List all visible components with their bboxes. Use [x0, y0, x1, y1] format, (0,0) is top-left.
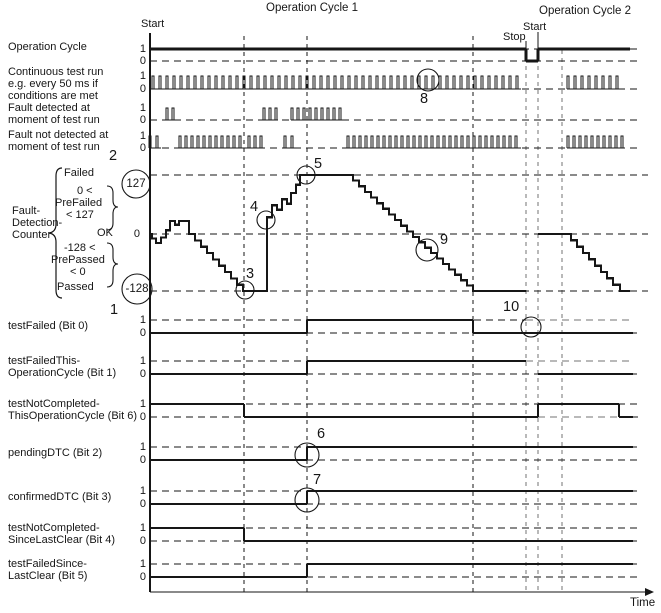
- row-label-testFailedSinceLastClear: LastClear (Bit 5): [8, 570, 88, 582]
- row-label-testFailedSinceLastClear: testFailedSince-: [8, 558, 87, 570]
- counter-state-label--127: < 127: [66, 209, 94, 221]
- annotation-number-10: 10: [503, 299, 520, 315]
- annotation-number-9: 9: [440, 232, 449, 248]
- fault-detection-counter-waveform: [150, 175, 630, 291]
- row-label-testFailedThisOperationCycle: OperationCycle (Bit 1): [8, 367, 117, 379]
- callout-circle-9: [416, 239, 438, 261]
- counter-state-label-ok: OK: [97, 227, 113, 239]
- annotation-number-2: 2: [109, 148, 118, 164]
- counter-state-label--0: < 0: [70, 266, 86, 278]
- counter-state-label-prepassed: PrePassed: [51, 254, 105, 266]
- counter-state-label-failed: Failed: [64, 167, 94, 179]
- pulse-train-fault-not-detected: [248, 136, 262, 148]
- pulse-train-fault-not-detected: [284, 136, 293, 148]
- tick-label-0-testNotCompletedThisOperationCycle: 0: [139, 411, 146, 423]
- time-axis-label: Time: [630, 597, 656, 609]
- tick-label-1-testNotCompletedSinceLastClear: 1: [139, 522, 146, 534]
- tick-label-1-operation-cycle: 1: [139, 43, 146, 55]
- row-label-pendingDTC: pendingDTC (Bit 2): [8, 447, 103, 459]
- tick-label-0-fault-detected: 0: [139, 114, 146, 126]
- pulse-train-fault-detected: [291, 108, 341, 120]
- tick-label-0-testFailedSinceLastClear: 0: [139, 571, 146, 583]
- tick-label-1-testFailed: 1: [139, 314, 146, 326]
- row-label-fault-detected: moment of test run: [8, 114, 100, 126]
- annotation-number-1: 1: [110, 302, 119, 318]
- pulse-train-fault-not-detected: [179, 136, 241, 148]
- counter-state-label--128-: -128 <: [64, 242, 96, 254]
- row-label-continuous-test-run: e.g. every 50 ms if: [8, 78, 98, 90]
- tick-label-0-confirmedDTC: 0: [139, 498, 146, 510]
- counter-state-label-passed: Passed: [57, 281, 94, 293]
- counter-group-label: Detection-: [12, 217, 63, 229]
- pulse-train-fault-not-detected: [149, 136, 158, 148]
- counter-state-label-0-: 0 <: [77, 185, 93, 197]
- tick-label-0-continuous-test-run: 0: [139, 83, 146, 95]
- pulse-train-continuous-test-run: [567, 76, 618, 89]
- row-label-confirmedDTC: confirmedDTC (Bit 3): [8, 491, 112, 503]
- tick-label-0-fault-not-detected: 0: [139, 142, 146, 154]
- tick-label-0-operation-cycle: 0: [139, 55, 146, 67]
- counter-state-label-prefailed: PreFailed: [55, 197, 103, 209]
- stop-marker: Stop: [503, 31, 526, 43]
- prepassed-range-brace: [107, 243, 118, 287]
- pulse-train-fault-not-detected: [347, 136, 517, 148]
- row-label-testNotCompletedSinceLastClear: SinceLastClear (Bit 4): [8, 534, 115, 546]
- annotation-number-8: 8: [420, 91, 429, 107]
- annotation-number-3: 3: [246, 266, 255, 282]
- counter-group-label: Fault-: [12, 205, 41, 217]
- counter-tick-0: 0: [133, 228, 140, 240]
- row-label-testNotCompletedSinceLastClear: testNotCompleted-: [8, 522, 100, 534]
- counter-group-label: Counter: [12, 229, 52, 241]
- row-label-fault-not-detected: moment of test run: [8, 141, 100, 153]
- start-marker-1: Start: [141, 18, 165, 30]
- operation-cycle-1-title: Operation Cycle 1: [266, 2, 359, 14]
- tick-label-0-testFailed: 0: [139, 327, 146, 339]
- annotation-number-6: 6: [317, 426, 326, 442]
- tick-label-1-continuous-test-run: 1: [139, 70, 146, 82]
- tick-label-1-fault-detected: 1: [139, 102, 146, 114]
- tick-label-1-testNotCompletedThisOperationCycle: 1: [139, 398, 146, 410]
- pulse-train-continuous-test-run: [152, 76, 518, 89]
- prefailed-range-brace: [107, 186, 118, 230]
- row-label-testFailed: testFailed (Bit 0): [8, 320, 89, 332]
- time-axis-arrow: [645, 588, 654, 596]
- tick-label-1-pendingDTC: 1: [139, 441, 146, 453]
- row-label-fault-detected: Fault detected at: [8, 102, 90, 114]
- start-marker-2: Start: [523, 21, 547, 33]
- pulse-train-fault-detected: [166, 108, 174, 120]
- operation-cycle-2-title: Operation Cycle 2: [539, 5, 632, 17]
- tick-label-0-testNotCompletedSinceLastClear: 0: [139, 535, 146, 547]
- row-label-continuous-test-run: Continuous test run: [8, 66, 104, 78]
- annotation-number-7: 7: [313, 472, 322, 488]
- counter-limit-value-127: 127: [126, 178, 146, 190]
- row-label-testNotCompletedThisOperationCycle: ThisOperationCycle (Bit 6): [8, 410, 137, 422]
- counter-limit-value--128: -128: [125, 283, 149, 295]
- tick-label-1-fault-not-detected: 1: [139, 130, 146, 142]
- row-label-fault-not-detected: Fault not detected at: [8, 129, 109, 141]
- tick-label-1-confirmedDTC: 1: [139, 485, 146, 497]
- row-label-testNotCompletedThisOperationCycle: testNotCompleted-: [8, 398, 100, 410]
- pulse-train-fault-not-detected: [567, 136, 623, 148]
- tick-label-1-testFailedThisOperationCycle: 1: [139, 355, 146, 367]
- tick-label-1-testFailedSinceLastClear: 1: [139, 558, 146, 570]
- row-label-testFailedThisOperationCycle: testFailedThis-: [8, 355, 81, 367]
- tick-label-0-pendingDTC: 0: [139, 454, 146, 466]
- row-label-continuous-test-run: conditions are met: [8, 90, 98, 102]
- annotation-number-4: 4: [250, 199, 259, 215]
- tick-label-0-testFailedThisOperationCycle: 0: [139, 368, 146, 380]
- annotation-number-5: 5: [314, 156, 323, 172]
- pulse-train-fault-detected: [263, 108, 277, 120]
- row-label-operation-cycle: Operation Cycle: [8, 41, 87, 53]
